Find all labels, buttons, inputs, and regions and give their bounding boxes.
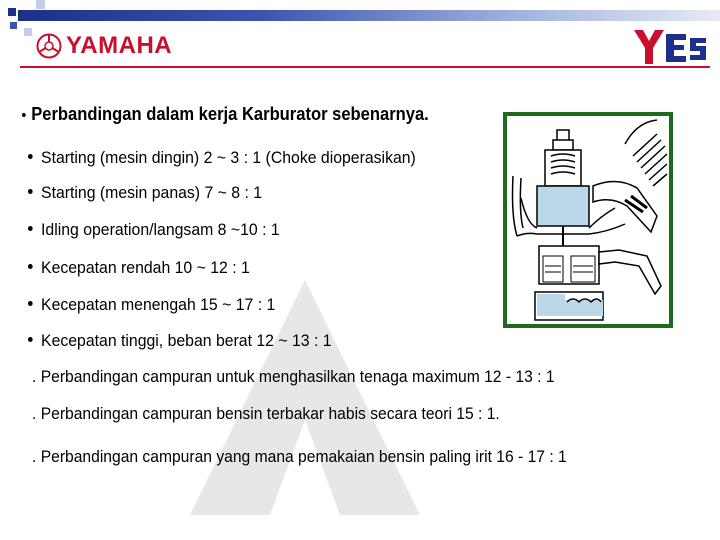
title-bullet [22,113,26,117]
bullet-dot [28,264,33,269]
decor-square-1 [8,8,16,16]
bullet-dot [28,337,33,342]
slide-title [22,104,429,125]
yamaha-logo [36,33,172,59]
yes-logo [634,30,706,64]
list-item-text: Starting (mesin dingin) 2 ~ 3 : 1 (Choke dioperasikan) [41,148,416,167]
header-divider [20,66,710,68]
tuning-fork-emblem-icon [36,33,62,59]
list-item-text: Idling operation/langsam 8 ~10 : 1 [41,220,280,239]
bullet-dot [28,189,33,194]
yamaha-wordmark: YAMAHA [66,32,173,59]
header-gradient-bar [18,10,720,21]
list-item-text: Kecepatan tinggi, beban berat 12 ~ 13 : 1 [41,331,332,350]
note-complete-combustion: . Perbandingan campuran bensin terbakar habis secara teori 15 : 1. [32,404,500,423]
list-item [28,258,250,278]
list-item [28,295,275,315]
bullet-dot [28,154,33,159]
list-item-text: Kecepatan menengah 15 ~ 17 : 1 [41,295,276,314]
decor-square-5 [24,28,32,36]
decor-square-4 [10,22,17,29]
list-item [28,183,262,203]
bullet-dot [28,301,33,306]
list-item [28,220,280,240]
note-most-economical: . Perbandingan campuran yang mana pemakaian bensin paling irit 16 - 17 : 1 [32,447,567,466]
list-item [28,331,332,351]
carburetor-diagram [503,112,673,328]
slide-title-text: Perbandingan dalam kerja Karburator sebenarnya. [31,104,429,124]
decor-square-3 [36,0,45,9]
note-max-power: . Perbandingan campuran untuk menghasilkan tenaga maximum 12 - 13 : 1 [32,367,555,386]
list-item [28,148,416,168]
list-item-text: Starting (mesin panas) 7 ~ 8 : 1 [41,183,263,202]
list-item-text: Kecepatan rendah 10 ~ 12 : 1 [41,258,250,277]
bullet-dot [28,226,33,231]
carburetor-illustration [507,116,669,324]
